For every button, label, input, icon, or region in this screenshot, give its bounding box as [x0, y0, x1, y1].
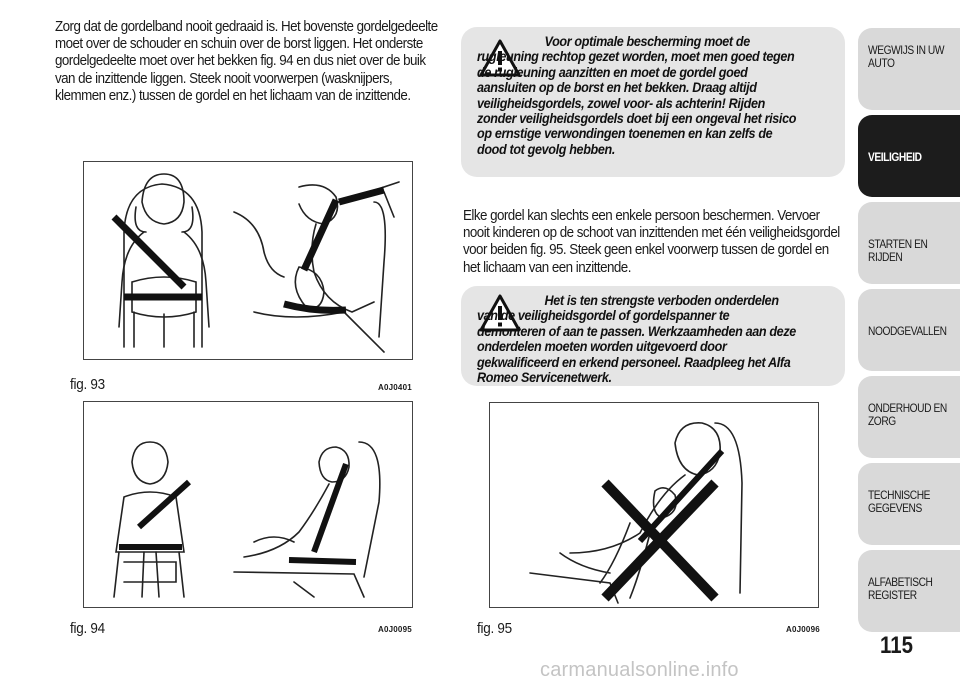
figure-95-code: A0J0096	[786, 625, 820, 634]
figure-93-caption: fig. 93	[70, 376, 105, 393]
tab-starten[interactable]: STARTEN EN RIJDEN	[858, 202, 960, 284]
tab-veiligheid[interactable]: VEILIGHEID	[858, 115, 960, 197]
figure-95-caption: fig. 95	[477, 620, 512, 637]
figure-94-correct-belt-position	[83, 401, 413, 608]
tab-technische[interactable]: TECHNISCHE GEGEVENS	[858, 463, 960, 545]
tab-alfabetisch[interactable]: ALFABETISCH REGISTER	[858, 550, 960, 632]
warning-box-seat-position	[461, 27, 845, 177]
warning-text-1: Voor optimale bescherming moet de rugleuning rechtop gezet worden, moet men goed tegen de rugleuning aanzitten en moet de gordel goed aansluiten op de borst en het bekken. Draag altijd veiligheidsgordels, zowel voor- als achterin! Rijden zonder veiligheidsgordels doet bij een ongeval het risico op ernstige verwondingen toenemen en kan zelfs de dood tot gevolg hebben.	[477, 33, 797, 157]
illustration-belt-over-pelvis	[84, 402, 412, 607]
figure-94-caption: fig. 94	[70, 620, 105, 637]
tab-noodgevallen[interactable]: NOODGEVALLEN	[858, 289, 960, 371]
illustration-seatbelt-front-side	[84, 162, 412, 359]
tab-onderhoud[interactable]: ONDERHOUD EN ZORG	[858, 376, 960, 458]
single-person-paragraph: Elke gordel kan slechts een enkele persoon beschermen. Vervoer nooit kinderen op de schoot van inzittenden met één veiligheidsgordel voor beiden fig. 95. Steek geen enkel voorwerp tussen de gordel en het lichaam van een inzittende.	[463, 207, 840, 276]
figure-94-code: A0J0095	[378, 625, 412, 634]
intro-paragraph: Zorg dat de gordelband nooit gedraaid is. Het bovenste gordelgedeelte moet over de schouder en schuin over de borst liggen. Het onderste gordelgedeelte moet over het bekken fig. 94 en dus niet over de buik van de inzittende liggen. Steek nooit voorwerpen (wasknijpers, klemmen enz.) tussen de gordel en het lichaam van de inzittende.	[55, 18, 438, 104]
warning-box-tampering	[461, 286, 845, 386]
illustration-child-on-lap-crossed	[490, 403, 818, 607]
page-number: 115	[880, 632, 913, 659]
watermark: carmanualsonline.info	[540, 659, 739, 681]
figure-93-code: A0J0401	[378, 383, 412, 392]
figure-95-child-on-lap-forbidden	[489, 402, 819, 608]
figure-93-seatbelt-adult-pregnant	[83, 161, 413, 360]
tab-wegwijs[interactable]: WEGWIJS IN UW AUTO	[858, 28, 960, 110]
warning-text-2: Het is ten strengste verboden onderdelen van de veiligheidsgordel of gordelspanner te demonteren of aan te passen. Werkzaamheden aan deze onderdelen moeten worden uitgevoerd door gekwalificeerd en erkend personeel. Raadpleeg het Alfa Romeo Servicenetwerk.	[477, 292, 796, 386]
